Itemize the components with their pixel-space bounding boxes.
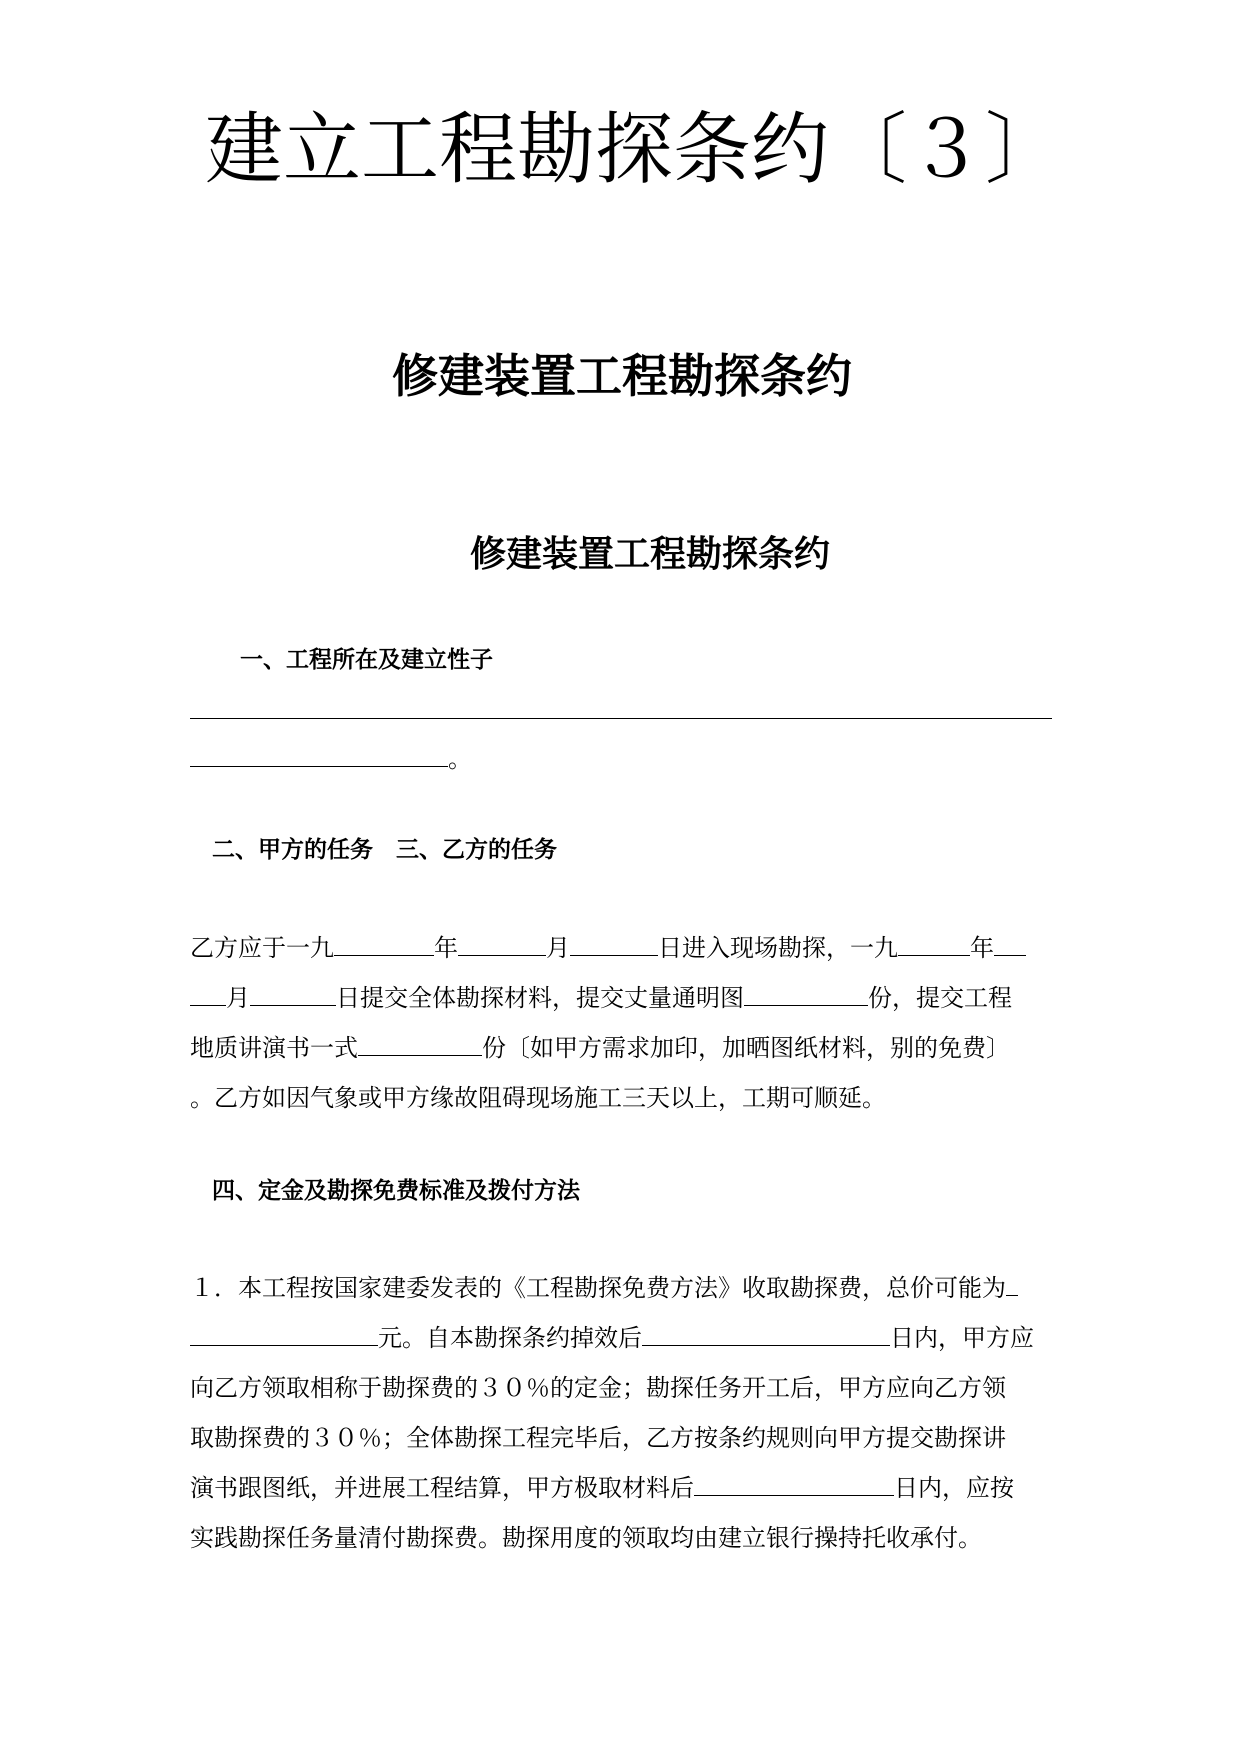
- text-run: 日内，应按: [894, 1474, 1014, 1502]
- end-mark: 。: [448, 745, 472, 773]
- text-run: 年: [970, 934, 994, 962]
- text-run: 份，提交工程: [868, 984, 1012, 1012]
- section-4-line-3: 向乙方领取相称于勘探费的３０％的定金；勘探任务开工后，甲方应向乙方领: [190, 1374, 1006, 1402]
- section-3-line-3: [190, 1031, 1010, 1065]
- main-title: 建立工程勘探条约〔３〕: [205, 105, 1064, 195]
- section-3-line-2: [190, 981, 1012, 1015]
- section-4-line-2: [190, 1321, 1034, 1355]
- section-3-line-4: 。乙方如因气象或甲方缘故阻碍现场施工三天以上，工期可顺延。: [190, 1084, 886, 1112]
- section-1-blank-line-1: [190, 718, 1052, 719]
- section-4-line-6: 实践勘探任务量清付勘探费。勘探用度的领取均由建立银行操持托收承付。: [190, 1524, 982, 1552]
- text-run: 月: [226, 984, 250, 1012]
- text-run: 份〔如甲方需求加印，加晒图纸材料，别的免费〕: [482, 1034, 1010, 1062]
- text-run: 地质讲演书一式: [190, 1034, 358, 1062]
- section-1-blank-line-2: [190, 742, 472, 776]
- text-run: １．本工程按国家建委发表的《工程勘探免费方法》收取勘探费，总价可能为: [190, 1274, 1006, 1302]
- section-4-heading: 四、定金及勘探免费标准及拨付方法: [212, 1177, 580, 1204]
- blank-field: [190, 985, 226, 1006]
- blank-field: [642, 1325, 890, 1346]
- text-run: 元。自本勘探条约掉效后: [378, 1324, 642, 1352]
- blank-field: [190, 1325, 378, 1346]
- text-run: 演书跟图纸，并进展工程结算，甲方极取材料后: [190, 1474, 694, 1502]
- blank-field: [994, 935, 1026, 956]
- text-run: 日进入现场勘探，一九: [658, 934, 898, 962]
- blank-field: [334, 935, 434, 956]
- section-3-line-1: [190, 931, 1026, 965]
- blank-field: [898, 935, 970, 956]
- blank-field: [250, 985, 336, 1006]
- section-2-3-heading: 二、甲方的任务 三、乙方的任务: [212, 836, 557, 863]
- blank-field: [190, 746, 448, 767]
- section-4-line-4: 取勘探费的３０％；全体勘探工程完毕后，乙方按条约规则向甲方提交勘探讲: [190, 1424, 1006, 1452]
- section-1-heading: 一、工程所在及建立性子: [240, 646, 493, 673]
- text-run: 年: [434, 934, 458, 962]
- blank-field: [1006, 1275, 1018, 1296]
- blank-field: [744, 985, 868, 1006]
- sub-title: 修建装置工程勘探条约: [392, 349, 852, 403]
- blank-field: [570, 935, 658, 956]
- blank-field: [458, 935, 546, 956]
- text-run: 月: [546, 934, 570, 962]
- section-4-line-5: [190, 1471, 1014, 1505]
- text-run: 乙方应于一九: [190, 934, 334, 962]
- text-run: 日提交全体勘探材料，提交丈量通明图: [336, 984, 744, 1012]
- section-4-line-1: [190, 1271, 1018, 1305]
- blank-field: [358, 1035, 482, 1056]
- text-run: 日内，甲方应: [890, 1324, 1034, 1352]
- document-title: 修建装置工程勘探条约: [470, 533, 831, 575]
- blank-field: [694, 1475, 894, 1496]
